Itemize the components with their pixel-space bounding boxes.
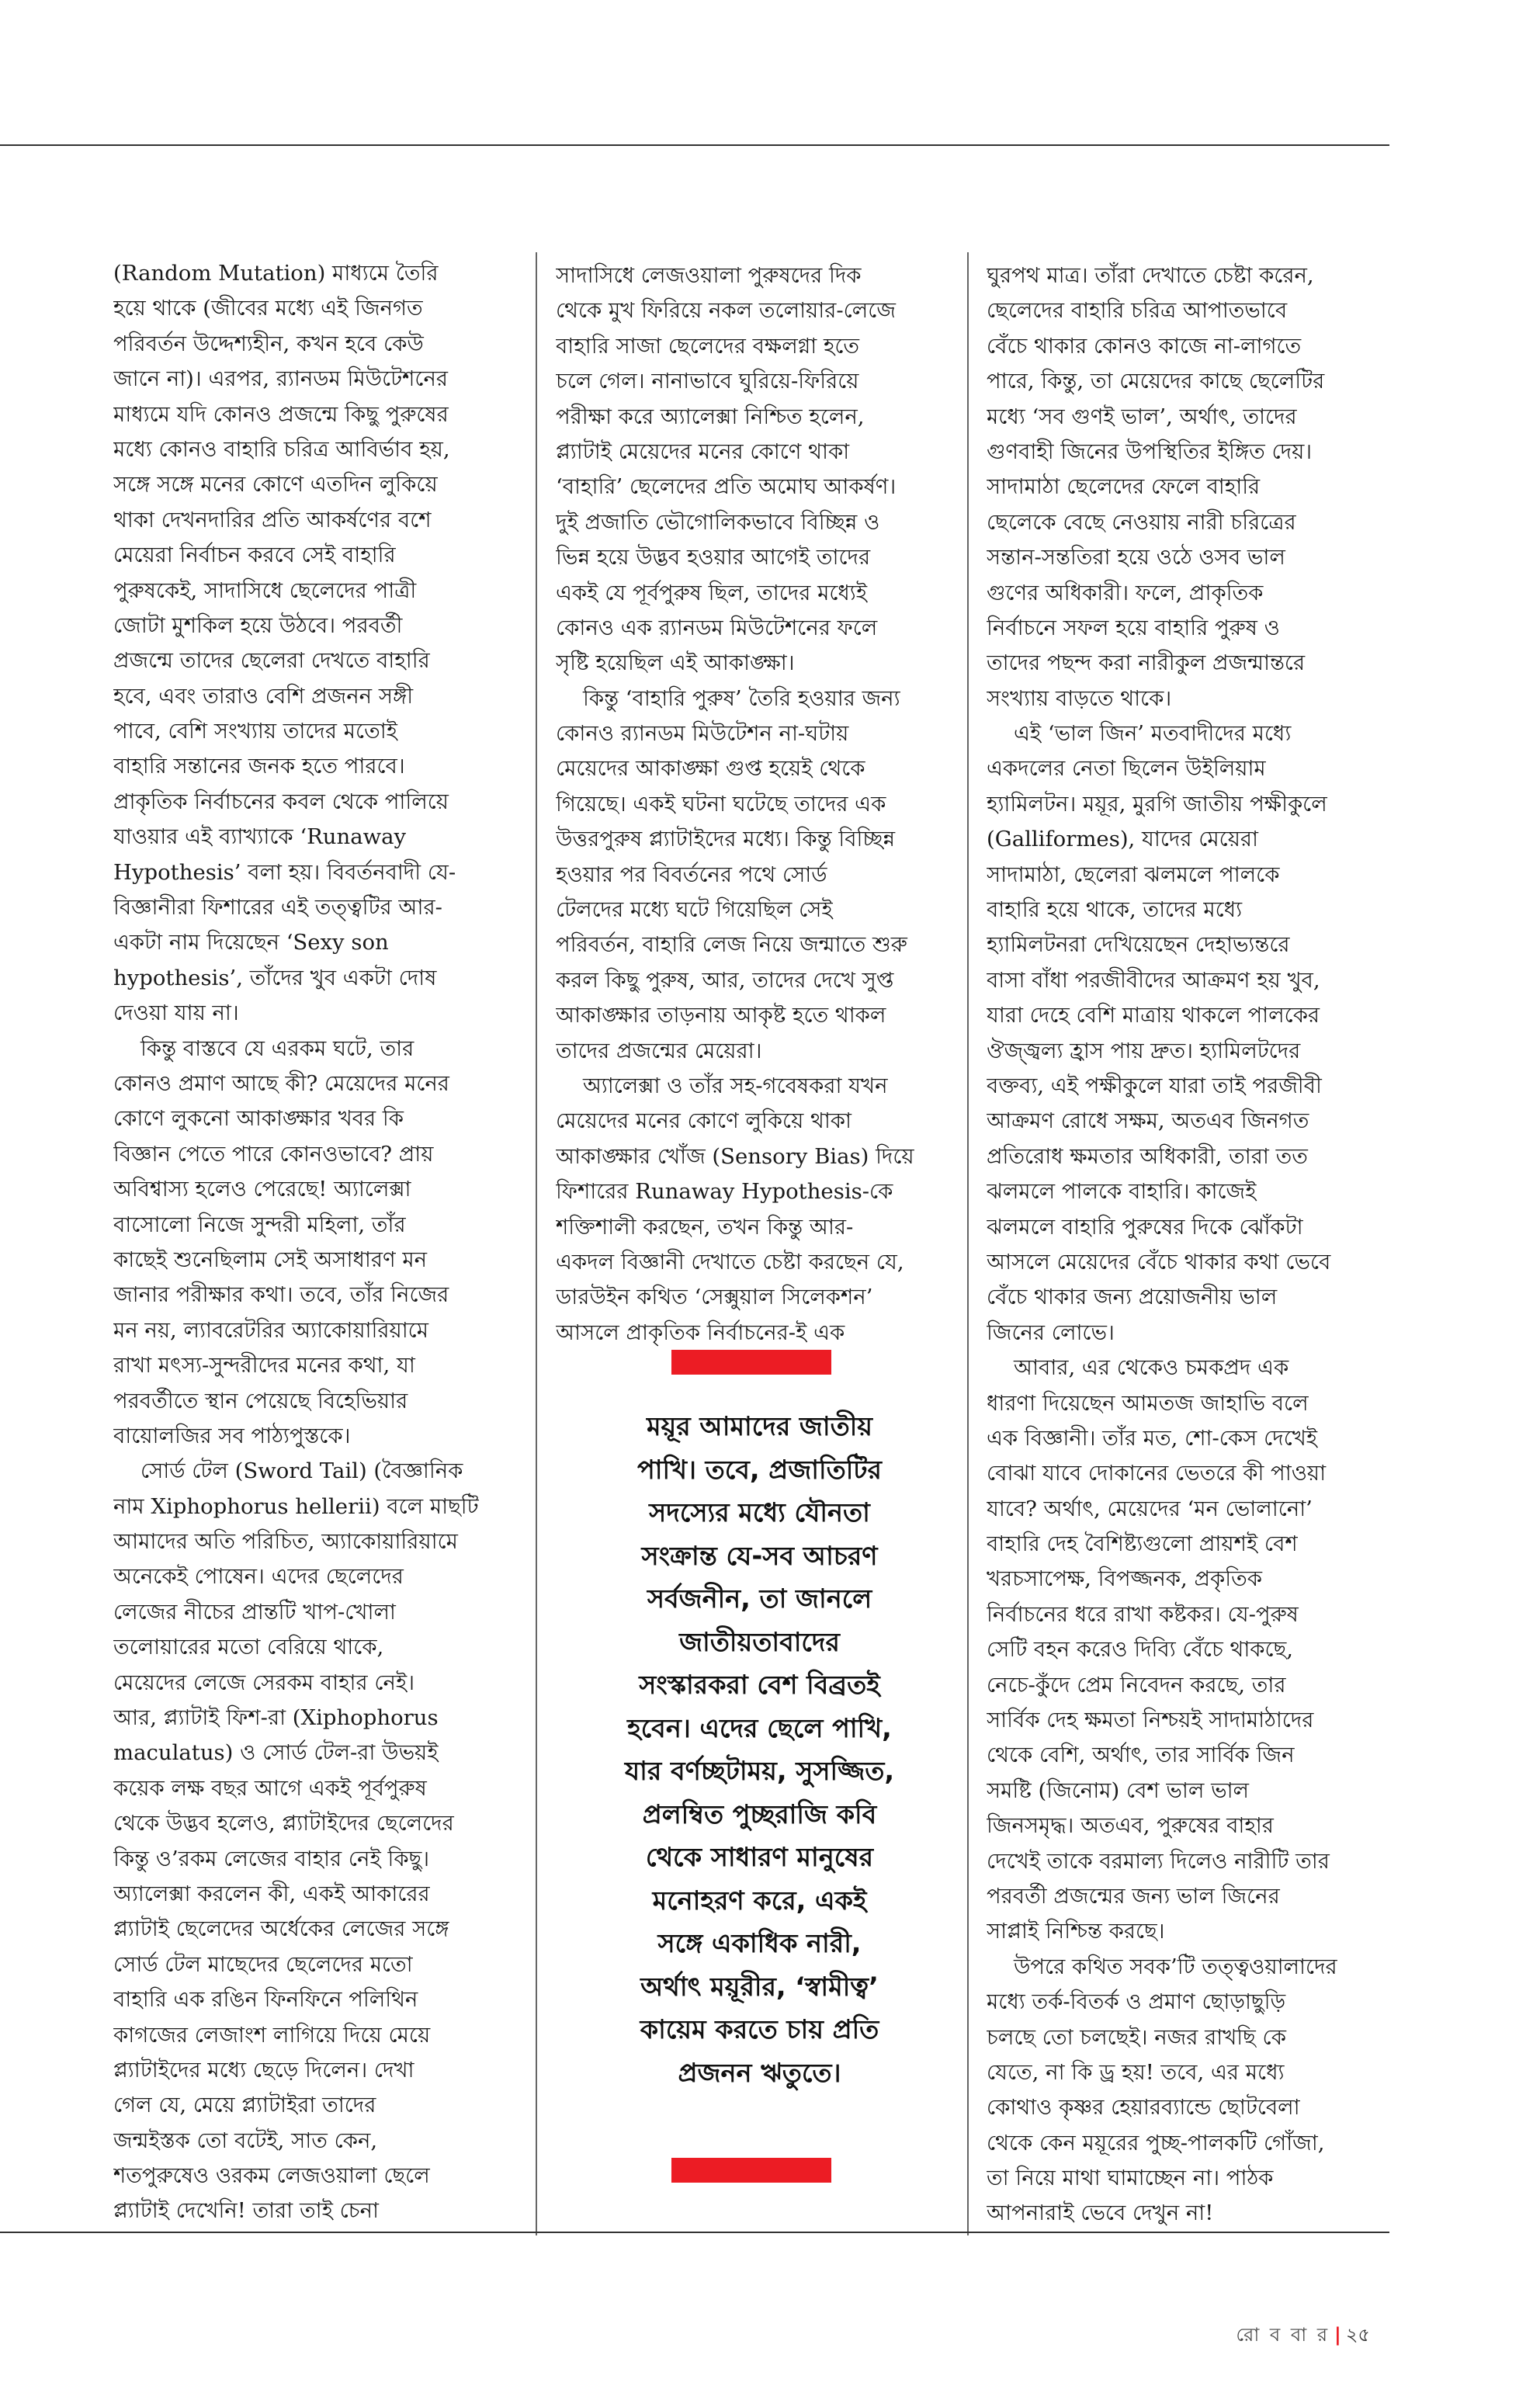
article-line: তাদের পছন্দ করা নারীকুল প্রজন্মান্তরে bbox=[987, 650, 1306, 676]
article-line: (Random Mutation) মাধ্যমে তৈরি bbox=[113, 261, 439, 286]
pull-quote-line: প্রজনন ঋতুতে। bbox=[678, 2057, 841, 2088]
article-line: জিনের লোভে। bbox=[987, 1320, 1115, 1345]
article-column-2 bbox=[556, 258, 963, 1351]
pullquote-top-accent-bar bbox=[671, 1350, 831, 1375]
article-line: হওয়ার পর বিবর্তনের পথে সোর্ড bbox=[556, 862, 827, 887]
article-line: যাওয়ার এই ব্যাখ্যাকে ‘Runaway bbox=[113, 824, 407, 850]
article-line: বেঁচে থাকার কোনও কাজে না-লাগতে bbox=[987, 333, 1302, 359]
article-line: চলে গেল। নানাভাবে ঘুরিয়ে-ফিরিয়ে bbox=[556, 369, 859, 394]
article-line: পরবর্তী প্রজন্মের জন্য ভাল জিনের bbox=[987, 1883, 1280, 1909]
article-line: বেঁচে থাকার জন্য প্রয়োজনীয় ভাল bbox=[987, 1285, 1278, 1310]
article-line: ঘুরপথ মাত্র। তাঁরা দেখাতে চেষ্টা করেন, bbox=[987, 263, 1314, 288]
article-line: মেয়েদের মনের কোণে লুকিয়ে থাকা bbox=[556, 1108, 852, 1134]
pull-quote-line: থেকে সাধারণ মানুষের bbox=[645, 1842, 874, 1872]
article-line: নির্বাচনে সফল হয়ে বাহারি পুরুষ ও bbox=[987, 615, 1280, 640]
article-line: হয়ে থাকে (জীবের মধ্যে এই জিনগত bbox=[113, 296, 423, 321]
article-line: খরচসাপেক্ষ, বিপজ্জনক, প্রকৃতিক bbox=[987, 1566, 1262, 1592]
article-line: (Galliformes), যাদের মেয়েরা bbox=[987, 827, 1258, 852]
top-rule bbox=[0, 144, 1389, 146]
article-line: যারা দেহে বেশি মাত্রায় থাকলে পালকের bbox=[987, 1003, 1320, 1028]
article-line: লেজের নীচের প্রান্তটি খাপ-খোলা bbox=[113, 1599, 396, 1625]
pull-quote-line: হবেন। এদের ছেলে পাখি, bbox=[627, 1712, 892, 1743]
article-line: উত্তরপুরুষ প্ল্যাটাইদের মধ্যে। কিন্তু বিচ্ছিন্ন bbox=[556, 827, 896, 852]
article-line: মেয়েরা নির্বাচন করবে সেই বাহারি bbox=[113, 543, 396, 568]
article-line: জানে না)। এরপর, র‍্যানডম মিউটেশনের bbox=[113, 366, 448, 392]
article-line: দেখেই তাকে বরমাল্য দিলেও নারীটি তার bbox=[987, 1848, 1330, 1874]
article-line: থেকে কেন ময়ূরের পুচ্ছ-পালকটি গোঁজা, bbox=[987, 2130, 1325, 2155]
article-line: থেকে বেশি, অর্থাৎ, তার সার্বিক জিন bbox=[987, 1743, 1295, 1768]
article-line: বাসা বাঁধা পরজীবীদের আক্রমণ হয় খুব, bbox=[987, 967, 1320, 993]
article-line: আবার, এর থেকেও চমকপ্রদ এক bbox=[987, 1355, 1289, 1381]
article-line: নির্বাচনের ধরে রাখা কষ্টকর। যে-পুরুষ bbox=[987, 1601, 1299, 1627]
article-line: ধারণা দিয়েছেন আমতজ জাহাভি বলে bbox=[987, 1390, 1309, 1416]
pull-quote-line: প্রলম্বিত পুচ্ছরাজি কবি bbox=[642, 1798, 877, 1829]
article-line: চলছে তো চলছেই। নজর রাখছি কে bbox=[987, 2024, 1286, 2050]
article-line: প্ল্যাটাইদের মধ্যে ছেড়ে দিলেন। দেখা bbox=[113, 2057, 414, 2083]
page-number: ২৫ bbox=[1345, 2324, 1370, 2346]
article-line: গুণের অধিকারী। ফলে, প্রাকৃতিক bbox=[987, 580, 1264, 605]
column-divider-2 bbox=[967, 252, 969, 2235]
article-line: প্ল্যাটাই মেয়েদের মনের কোণে থাকা bbox=[556, 439, 850, 464]
article-line: সন্তান-সন্ততিরা হয়ে ওঠে ওসব ভাল bbox=[987, 545, 1285, 571]
article-line: বিজ্ঞানীরা ফিশারের এই তত্ত্বটির আর- bbox=[113, 895, 442, 921]
pull-quote-line: পাখি। তবে, প্রজাতিটির bbox=[637, 1454, 882, 1485]
article-line: থাকা দেখনদারির প্রতি আকর্ষণের বশে bbox=[113, 507, 432, 532]
article-line: মধ্যে ‘সব গুণই ভাল’, অর্থাৎ, তাদের bbox=[987, 404, 1297, 429]
article-line: জিনসমৃদ্ধ। অতএব, পুরুষের বাহার bbox=[987, 1813, 1274, 1839]
pull-quote bbox=[556, 1405, 963, 2094]
article-line: ছেলেদের বাহারি চরিত্র আপাতভাবে bbox=[987, 298, 1288, 324]
article-line: উপরে কথিত সবক’টি তত্ত্বওয়ালাদের bbox=[987, 1954, 1337, 1979]
article-line: একদল বিজ্ঞানী দেখাতে চেষ্টা করছেন যে, bbox=[556, 1249, 904, 1275]
article-line: যেতে, না কি ড্র হয়! তবে, এর মধ্যে bbox=[987, 2059, 1285, 2085]
pull-quote-line: সঙ্গে একাধিক নারী, bbox=[657, 1928, 862, 1958]
article-line: বাহারি হয়ে থাকে, তাদের মধ্যে bbox=[987, 897, 1243, 923]
article-line: সাদামাঠা, ছেলেরা ঝলমলে পালকে bbox=[987, 862, 1280, 887]
article-line: একটা নাম দিয়েছেন ‘Sexy son bbox=[113, 930, 389, 955]
article-line: ঔজ্জ্বল্য হ্রাস পায় দ্রুত। হ্যামিলটদের bbox=[987, 1038, 1301, 1063]
article-column-1 bbox=[113, 256, 521, 2229]
article-line: টেলদের মধ্যে ঘটে গিয়েছিল সেই bbox=[556, 897, 833, 923]
article-line: এই ‘ভাল জিন’ মতবাদীদের মধ্যে bbox=[987, 721, 1292, 747]
article-line: আমাদের অতি পরিচিত, অ্যাকোয়ারিয়ামে bbox=[113, 1529, 458, 1555]
article-line: বাহারি দেহ বৈশিষ্ট্যগুলো প্রায়শই বেশ bbox=[987, 1531, 1298, 1557]
article-line: কোনও এক র‍্যানডম মিউটেশনের ফলে bbox=[556, 615, 878, 640]
article-line: তলোয়ারের মতো বেরিয়ে থাকে, bbox=[113, 1635, 384, 1660]
article-line: তাদের প্রজন্মের মেয়েরা। bbox=[556, 1038, 762, 1063]
article-line: ঝলমলে বাহারি পুরুষের দিকে ঝোঁকটা bbox=[987, 1214, 1303, 1240]
article-line: সাদাসিধে লেজওয়ালা পুরুষদের দিক bbox=[556, 263, 862, 288]
pull-quote-line: সংস্কারকরা বেশ বিব্রতই bbox=[639, 1670, 880, 1700]
article-line: বোঝা যাবে দোকানের ভেতরে কী পাওয়া bbox=[987, 1461, 1327, 1486]
article-line: বিজ্ঞান পেতে পারে কোনওভাবে? প্রায় bbox=[113, 1141, 434, 1167]
article-line: এক বিজ্ঞানী। তাঁর মত, শো-কেস দেখেই bbox=[987, 1425, 1318, 1451]
article-line: কিন্তু বাস্তবে যে এরকম ঘটে, তার bbox=[113, 1035, 414, 1061]
article-line: শক্তিশালী করছেন, তখন কিন্তু আর- bbox=[556, 1214, 854, 1240]
article-line: আপনারাই ভেবে দেখুন না! bbox=[987, 2201, 1214, 2226]
pull-quote-line: মনোহরণ করে, একই bbox=[652, 1885, 867, 1916]
article-line: দুই প্রজাতি ভৌগোলিকভাবে বিচ্ছিন্ন ও bbox=[556, 509, 880, 535]
article-line: আক্রমণ রোধে সক্ষম, অতএব জিনগত bbox=[987, 1108, 1309, 1134]
article-line: ফিশারের Runaway Hypothesis-কে bbox=[556, 1179, 893, 1205]
article-line: পরবর্তীতে স্থান পেয়েছে বিহেভিয়ার bbox=[113, 1388, 408, 1413]
article-line: একদলের নেতা ছিলেন উইলিয়াম bbox=[987, 756, 1266, 782]
article-line: পরিবর্তন, বাহারি লেজ নিয়ে জন্মাতে শুরু bbox=[556, 932, 907, 958]
column-divider-1 bbox=[536, 252, 537, 2235]
article-column-3 bbox=[987, 258, 1394, 2232]
article-line: থেকে মুখ ফিরিয়ে নকল তলোয়ার-লেজে bbox=[556, 298, 896, 324]
article-line: বক্তব্য, এই পক্ষীকুলে যারা তাই পরজীবী bbox=[987, 1073, 1322, 1098]
article-line: তা নিয়ে মাথা ঘামাচ্ছেন না। পাঠক bbox=[987, 2166, 1274, 2191]
article-line: কিন্তু ও’রকম লেজের বাহার নেই কিছু। bbox=[113, 1846, 430, 1871]
article-line: দেওয়া যায় না। bbox=[113, 1001, 239, 1026]
article-line: প্ল্যাটাই দেখেনি! তারা তাই চেনা bbox=[113, 2198, 380, 2224]
article-line: আকাঙ্ক্ষার খোঁজ (Sensory Bias) দিয়ে bbox=[556, 1143, 914, 1169]
article-line: আসলে প্রাকৃতিক নির্বাচনের-ই এক bbox=[556, 1320, 845, 1345]
article-line: আসলে মেয়েদের বেঁচে থাকার কথা ভেবে bbox=[987, 1249, 1331, 1275]
article-line: নাম Xiphophorus hellerii) বলে মাছটি bbox=[113, 1493, 479, 1519]
article-line: থেকে উদ্ভব হলেও, প্ল্যাটাইদের ছেলেদের bbox=[113, 1811, 454, 1836]
article-line: প্রতিরোধ ক্ষমতার অধিকারী, তারা তত bbox=[987, 1143, 1308, 1169]
article-line: বাহারি এক রঙিন ফিনফিনে পলিথিন bbox=[113, 1987, 418, 2013]
article-line: বাসোলো নিজে সুন্দরী মহিলা, তাঁর bbox=[113, 1212, 406, 1237]
article-line: মাধ্যমে যদি কোনও প্রজন্মে কিছু পুরুষের bbox=[113, 401, 449, 427]
article-line: শতপুরুষেও ওরকম লেজওয়ালা ছেলে bbox=[113, 2163, 430, 2189]
article-line: অবিশ্বাস্য হলেও পেরেছে! অ্যালেক্সা bbox=[113, 1177, 411, 1202]
article-line: পাবে, বেশি সংখ্যায় তাদের মতোই bbox=[113, 719, 397, 744]
folio-separator: | bbox=[1334, 2324, 1341, 2346]
article-line: ডারউইন কথিত ‘সেক্সুয়াল সিলেকশন’ bbox=[556, 1285, 873, 1310]
pull-quote-line: সংক্রান্ত যে-সব আচরণ bbox=[641, 1540, 878, 1571]
pullquote-bottom-accent-bar bbox=[671, 2158, 831, 2183]
article-line: অনেকেই পোষেন। এদের ছেলেদের bbox=[113, 1564, 404, 1590]
article-line: সোর্ড টেল মাছেদের ছেলেদের মতো bbox=[113, 1951, 413, 1977]
article-line: মধ্যে তর্ক-বিতর্ক ও প্রমাণ ছোড়াছুড়ি bbox=[987, 1989, 1286, 2015]
pull-quote-line: সদস্যের মধ্যে যৌনতা bbox=[649, 1497, 870, 1528]
article-line: গুণবাহী জিনের উপস্থিতির ইঙ্গিত দেয়। bbox=[987, 439, 1313, 464]
article-line: পারে, কিন্তু, তা মেয়েদের কাছে ছেলেটির bbox=[987, 369, 1325, 394]
article-line: Hypothesis’ বলা হয়। বিবর্তনবাদী যে- bbox=[113, 859, 456, 885]
article-line: মেয়েদের আকাঙ্ক্ষা গুপ্ত হয়েই থেকে bbox=[556, 756, 865, 782]
article-line: রাখা মৎস্য-সুন্দরীদের মনের কথা, যা bbox=[113, 1353, 415, 1379]
pull-quote-line: ময়ূর আমাদের জাতীয় bbox=[646, 1411, 873, 1441]
article-line: কোথাও কৃষ্ণর হেয়ারব্যান্ডে ছোটবেলা bbox=[987, 2095, 1300, 2121]
article-line: মধ্যে কোনও বাহারি চরিত্র আবির্ভাব হয়, bbox=[113, 436, 450, 462]
pull-quote-line: কায়েম করতে চায় প্রতি bbox=[640, 2014, 879, 2044]
bottom-rule bbox=[0, 2232, 1389, 2233]
article-line: ভিন্ন হয়ে উদ্ভব হওয়ার আগেই তাদের bbox=[556, 545, 871, 571]
article-line: যাবে? অর্থাৎ, মেয়েদের ‘মন ভোলানো’ bbox=[987, 1496, 1313, 1521]
article-line: hypothesis’, তাঁদের খুব একটা দোষ bbox=[113, 965, 437, 990]
article-line: জানার পরীক্ষার কথা। তবে, তাঁর নিজের bbox=[113, 1282, 449, 1308]
article-line: ছেলেকে বেছে নেওয়ায় নারী চরিত্রের bbox=[987, 509, 1296, 535]
article-line: কিন্তু ‘বাহারি পুরুষ’ তৈরি হওয়ার জন্য bbox=[556, 685, 900, 711]
page-folio bbox=[1226, 2321, 1370, 2352]
article-line: অ্যালেক্সা করলেন কী, একই আকারের bbox=[113, 1881, 430, 1906]
pull-quote-line: যার বর্ণচ্ছটাময়, সুসজ্জিত, bbox=[624, 1756, 895, 1786]
article-line: হবে, এবং তারাও বেশি প্রজনন সঙ্গী bbox=[113, 683, 414, 709]
article-line: সাপ্লাই নিশ্চিন্ত করছে। bbox=[987, 1919, 1165, 1944]
article-line: ঝলমলে পালকে বাহারি। কাজেই bbox=[987, 1179, 1257, 1205]
article-line: প্রজন্মে তাদের ছেলেরা দেখতে বাহারি bbox=[113, 648, 430, 674]
article-line: পরীক্ষা করে অ্যালেক্সা নিশ্চিত হলেন, bbox=[556, 404, 865, 429]
article-line: গেল যে, মেয়ে প্ল্যাটাইরা তাদের bbox=[113, 2093, 376, 2118]
article-line: হ্যামিলটনরা দেখিয়েছেন দেহাভ্যন্তরে bbox=[987, 932, 1290, 958]
article-line: আকাঙ্ক্ষার তাড়নায় আকৃষ্ট হতে থাকল bbox=[556, 1003, 886, 1028]
article-line: গিয়েছে। একই ঘটনা ঘটেছে তাদের এক bbox=[556, 791, 886, 817]
article-line: পরিবর্তন উদ্দেশ্যহীন, কখন হবে কেউ bbox=[113, 331, 424, 356]
article-line: ‘বাহারি’ ছেলেদের প্রতি অমোঘ আকর্ষণ। bbox=[556, 474, 897, 500]
article-line: প্রাকৃতিক নির্বাচনের কবল থেকে পালিয়ে bbox=[113, 789, 449, 814]
article-line: সার্বিক দেহ ক্ষমতা নিশ্চয়ই সাদামাঠাদের bbox=[987, 1708, 1314, 1733]
pull-quote-line: জাতীয়তাবাদের bbox=[679, 1626, 840, 1657]
article-line: বাহারি সাজা ছেলেদের বক্ষলগ্না হতে bbox=[556, 333, 860, 359]
article-line: জোটা মুশকিল হয়ে উঠবে। পরবর্তী bbox=[113, 612, 403, 638]
article-line: কাছেই শুনেছিলাম সেই অসাধারণ মন bbox=[113, 1247, 428, 1272]
article-line: সমষ্টি (জিনোম) বেশ ভাল ভাল bbox=[987, 1777, 1250, 1803]
magazine-name: রো ব বা র bbox=[1236, 2324, 1330, 2346]
article-line: সৃষ্টি হয়েছিল এই আকাঙ্ক্ষা। bbox=[556, 650, 795, 676]
article-line: কয়েক লক্ষ বছর আগে একই পূর্বপুরুষ bbox=[113, 1775, 427, 1801]
article-line: করল কিছু পুরুষ, আর, তাদের দেখে সুপ্ত bbox=[556, 967, 894, 993]
article-line: কোনও র‍্যানডম মিউটেশন না-ঘটায় bbox=[556, 721, 849, 747]
article-line: কোনও প্রমাণ আছে কী? মেয়েদের মনের bbox=[113, 1070, 449, 1096]
article-line: সাদামাঠা ছেলেদের ফেলে বাহারি bbox=[987, 474, 1261, 500]
article-line: সেটি বহন করেও দিব্যি বেঁচে থাকছে, bbox=[987, 1637, 1293, 1663]
article-line: বায়োলজির সব পাঠ্যপুস্তকে। bbox=[113, 1423, 351, 1448]
article-line: জন্মইস্তক তো বটেই, সাত কেন, bbox=[113, 2128, 378, 2153]
article-line: অ্যালেক্সা ও তাঁর সহ-গবেষকরা যখন bbox=[556, 1073, 888, 1098]
article-line: মেয়েদের লেজে সেরকম বাহার নেই। bbox=[113, 1670, 415, 1695]
article-line: কাগজের লেজাংশ লাগিয়ে দিয়ে মেয়ে bbox=[113, 2022, 431, 2048]
article-line: সোর্ড টেল (Sword Tail) (বৈজ্ঞানিক bbox=[113, 1458, 463, 1484]
pull-quote-line: অর্থাৎ ময়ূরীর, ‘স্বামীত্ব’ bbox=[640, 1971, 879, 2002]
article-line: সংখ্যায় বাড়তে থাকে। bbox=[987, 685, 1172, 711]
article-line: পুরুষকেই, সাদাসিধে ছেলেদের পাত্রী bbox=[113, 577, 417, 603]
pull-quote-line: সর্বজনীন, তা জানলে bbox=[647, 1583, 872, 1614]
article-line: নেচে-কুঁদে প্রেম নিবেদন করছে, তার bbox=[987, 1672, 1286, 1698]
article-line: একই যে পূর্বপুরুষ ছিল, তাদের মধ্যেই bbox=[556, 580, 868, 605]
article-line: হ্যামিলটন। ময়ূর, মুরগি জাতীয় পক্ষীকুলে bbox=[987, 791, 1327, 817]
article-line: আর, প্ল্যাটাই ফিশ-রা (Xiphophorus bbox=[113, 1705, 439, 1731]
article-line: মন নয়, ল্যাবরেটরির অ্যাকোয়ারিয়ামে bbox=[113, 1317, 428, 1343]
article-line: সঙ্গে সঙ্গে মনের কোণে এতদিন লুকিয়ে bbox=[113, 472, 438, 498]
article-line: বাহারি সন্তানের জনক হতে পারবে। bbox=[113, 754, 405, 779]
article-line: maculatus) ও সোর্ড টেল-রা উভয়ই bbox=[113, 1740, 439, 1766]
article-line: প্ল্যাটাই ছেলেদের অর্ধেকের লেজের সঙ্গে bbox=[113, 1916, 449, 1942]
article-line: কোণে লুকনো আকাঙ্ক্ষার খবর কি bbox=[113, 1106, 404, 1132]
